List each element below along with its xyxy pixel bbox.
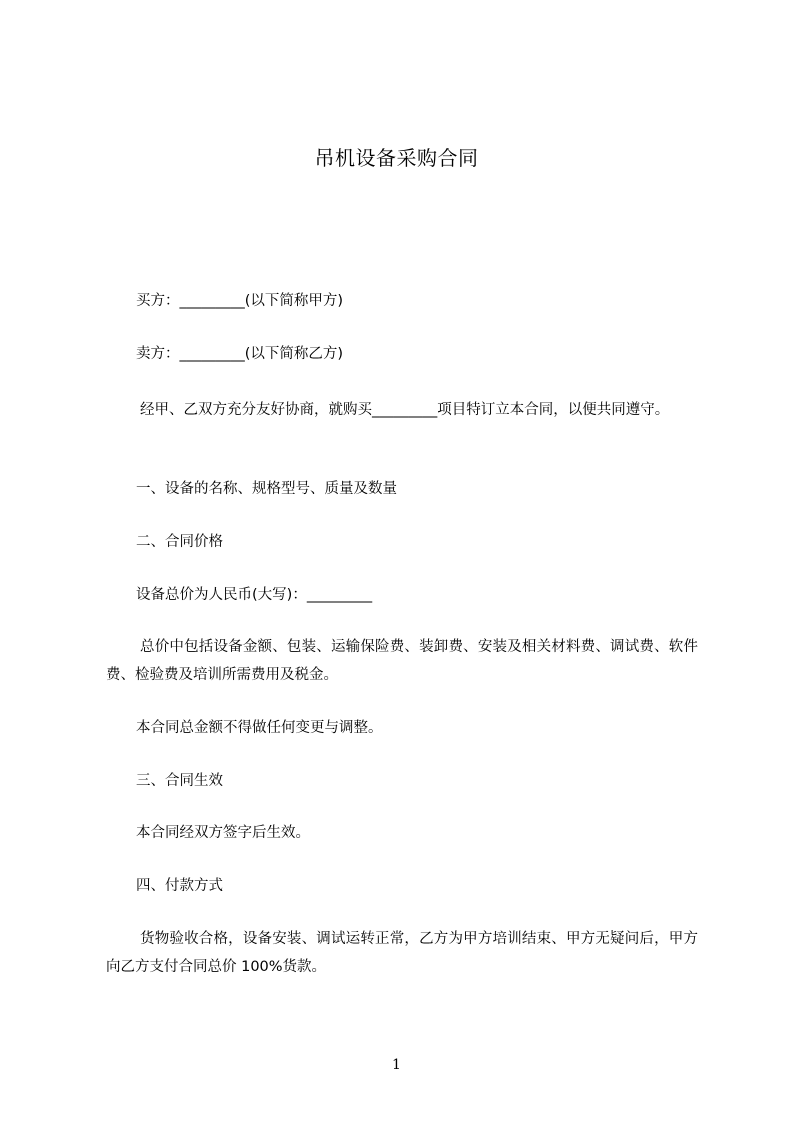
total-price-line: 设备总价为人民币(大写)：_________ [136, 587, 373, 603]
section-2-heading: 二、合同价格 [136, 534, 223, 550]
buyer-line: 买方：_________(以下简称甲方) [136, 293, 344, 309]
intro-paragraph: 经甲、乙双方充分友好协商，就购买_________项目特订立本合同，以便共同遵守。 [140, 402, 670, 418]
seller-line: 卖方：_________(以下简称乙方) [136, 346, 344, 362]
page-number: 1 [392, 1057, 401, 1073]
section-3-heading: 三、合同生效 [136, 773, 223, 789]
price-includes-paragraph: 总价中包括设备金额、包装、运输保险费、装卸费、安装及相关材料费、调试费、软件费、检验费及培训所需费用及税金。 [106, 639, 698, 683]
section-1-heading: 一、设备的名称、规格型号、质量及数量 [136, 481, 397, 497]
section-4-heading: 四、付款方式 [136, 878, 223, 894]
effective-line: 本合同经双方签字后生效。 [136, 825, 310, 841]
document-title: 吊机设备采购合同 [314, 146, 479, 170]
no-change-line: 本合同总金额不得做任何变更与调整。 [136, 720, 383, 736]
payment-paragraph: 货物验收合格，设备安装、调试运转正常，乙方为甲方培训结束、甲方无疑问后，甲方向乙方支付合同总价 100%货款。 [106, 931, 698, 975]
